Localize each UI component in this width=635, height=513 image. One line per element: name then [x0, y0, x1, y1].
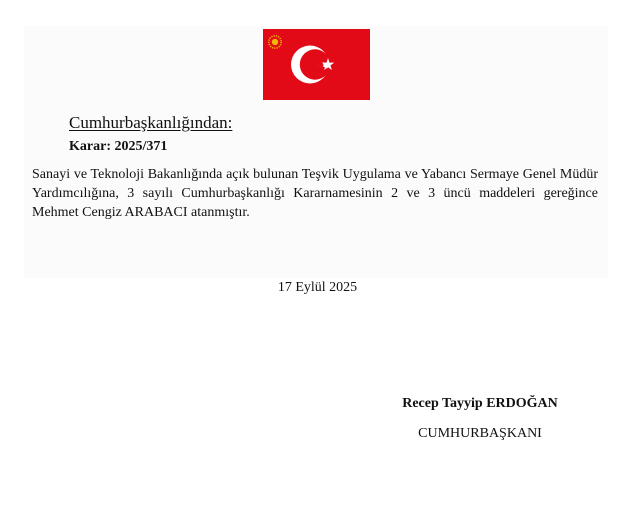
signer-title: CUMHURBAŞKANI — [418, 426, 542, 441]
signer-name: Recep Tayyip ERDOĞAN — [402, 396, 558, 411]
decision-body: Sanayi ve Teknoloji Bakanlığında açık bulunan Teşvik Uygulama ve Yabancı Sermaye Genel Müdür Yardımcılığına, 3 sayılı Cumhurbaşkanlığı Kararnamesinin 2 ve 3 üncü maddeleri gereğince Mehmet Cengiz ARABACI atanmıştır. — [32, 167, 598, 220]
turkish-flag-icon — [263, 29, 370, 100]
decision-number: Karar: 2025/371 — [69, 139, 168, 154]
decision-date: 17 Eylül 2025 — [277, 280, 358, 295]
document-heading: Cumhurbaşkanlığından: — [69, 113, 233, 132]
